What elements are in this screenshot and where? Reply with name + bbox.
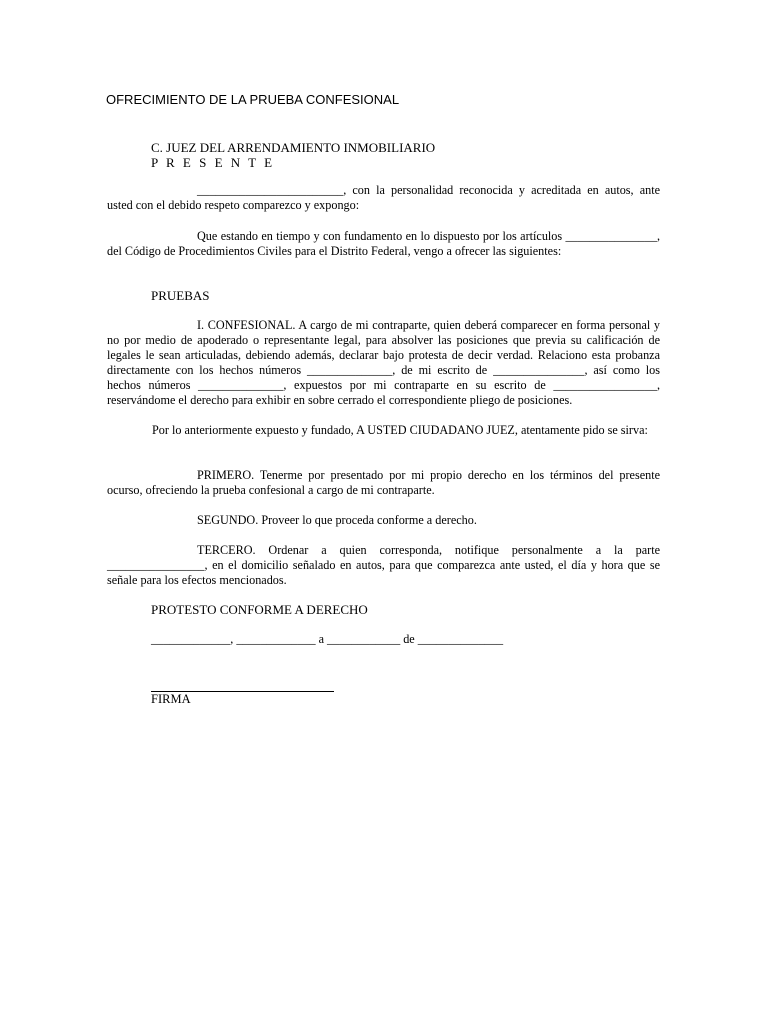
intro-paragraph: ________________________, con la personalidad reconocida y acreditada en autos, ante usted con el debido respeto comparezco y expongo: bbox=[107, 183, 660, 212]
fundamento-paragraph: Que estando en tiempo y con fundamento en lo dispuesto por los artículos _______________, del Código de Procedimientos Civiles para el Distrito Federal, vengo a ofrecer las siguientes: bbox=[107, 229, 660, 258]
primero-paragraph: PRIMERO. Tenerme por presentado por mi propio derecho en los términos del presente ocurso, ofreciendo la prueba confesional a cargo de mi contraparte. bbox=[107, 468, 660, 497]
addressee-block bbox=[151, 140, 435, 170]
document-title: OFRECIMIENTO DE LA PRUEBA CONFESIONAL bbox=[106, 92, 400, 107]
date-place-line: _____________, _____________ a ____________ de ______________ bbox=[151, 632, 504, 646]
signature-label: FIRMA bbox=[151, 692, 191, 706]
addressee-judge: C. JUEZ DEL ARRENDAMIENTO INMOBILIARIO bbox=[151, 140, 436, 155]
pruebas-heading: PRUEBAS bbox=[151, 288, 210, 303]
segundo-paragraph: SEGUNDO. Proveer lo que proceda conforme a derecho. bbox=[197, 513, 477, 527]
addressee-presente: P R E S E N T E bbox=[151, 155, 275, 170]
pido-paragraph: Por lo anteriormente expuesto y fundado, A USTED CIUDADANO JUEZ, atentamente pido se sirva: bbox=[152, 423, 648, 437]
tercero-paragraph: TERCERO. Ordenar a quien corresponda, notifique personalmente a la parte ________________, en el domicilio señalado en autos, para que comparezca ante usted, el día y hora que se señale para los efectos mencionados. bbox=[107, 543, 660, 587]
confesional-paragraph: I. CONFESIONAL. A cargo de mi contraparte, quien deberá comparecer en forma personal y no por medio de apoderado o representante legal, para absolver las posiciones que previa su calificación de legales le sean articuladas, debiendo además, declarar bajo protesta de decir verdad. Relaciono esta probanza directamente con los hechos números ______________, de mi escrito de _______________, así como los hechos números ______________, expuestos por mi contraparte en su escrito de _________________, reservándome el derecho para exhibir en sobre cerrado el correspondiente pliego de posiciones. bbox=[107, 318, 660, 407]
protesto-heading: PROTESTO CONFORME A DERECHO bbox=[151, 602, 368, 617]
